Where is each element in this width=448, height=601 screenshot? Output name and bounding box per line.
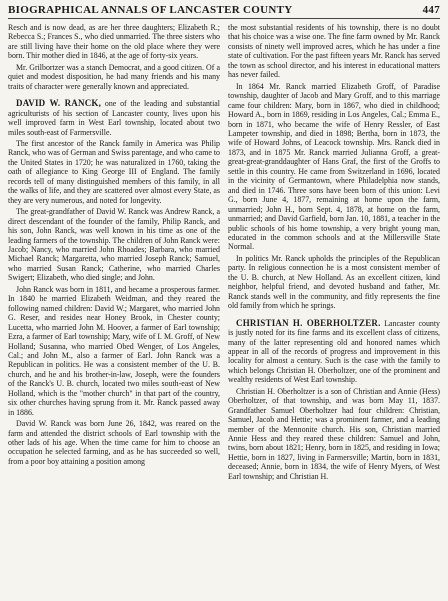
left-column xyxy=(8,23,220,601)
continued-paragraph xyxy=(228,23,440,80)
paragraph-text: one of the leading and substantial agriculturists of his section of Lancaster county, lives upon his well improved farm in West Earl township, located about two miles south-east of Farmersville. xyxy=(8,99,220,137)
text-columns xyxy=(8,23,440,601)
paragraph xyxy=(228,387,440,482)
paragraph-text: The first ancestor of the Ranck family in America was Philip Ranck, who was of German and Swiss parentage, and who came to the United States in 1720; he was naturalized in 1760, taking the oath of allegiance to King George III of England. The family records tell of many distinguished members of this family, in all the walks of life, and they are scattered over almost every State, as they are very numerous, and noted for longevity. xyxy=(8,138,220,205)
paragraph-text: the most substantial residents of his township, there is no doubt that his choice was a wise one. The fine farm owned by Mr. Ranck consists of ninety well improved acres, which he has under a fine state of cultivation. For the past fifteen years Mr. Ranck has served the town as school director, and his interest in educational matters has never failed. xyxy=(228,23,440,80)
paragraph xyxy=(8,207,220,283)
paragraph-text: John Ranck was born in 1811, and became a prosperous farmer. In 1840 he married Elizabeth Weidman, and they reared the following named children: David W.; Margaret, who married John G. Reser, and resides near Honey Brook, in Chester county; Lucetta, who married John M. Hoover, a farmer of Earl township; Ezra, a farmer of Earl township; Mary, wife of I. M. Groff, of New Holland; Susanna, who married Obed Wenger, of Los Angeles, Cal.; and John M., also a farmer of Earl. John Ranck was a Republican in politics. He was a consistent member of the U. B. church, and he and his brother-in-law, Joseph, were the founders of the Ranck's U. B. church, located two miles south-east of New Holland, which is the "mother church" in that part of the country, six other churches having sprung from it. Mr. Ranck passed away in 1886. xyxy=(8,284,220,417)
paragraph xyxy=(8,139,220,205)
entry-heading: CHRISTIAN H. OBERHOLTZER. xyxy=(236,317,381,328)
paragraph-text: Resch and is now dead, as are her three daughters; Elizabeth R.; Rebecca S.; Frances S., who died unmarried. The three sisters who are still living have their home on the old place where they were born. Thir mother died in 1846, at the age of forty-six years. xyxy=(8,23,220,61)
paragraph xyxy=(8,63,220,91)
paragraph-text: In politics Mr. Ranck upholds the principles of the Republican party. In religious connection he is a most consistent member of the U. B. church, at New Holland. As an excellent citizen, kind neighbor, helpful friend, and devoted husband and father, Mr. Ranck stands well in the community, and fitly represents the fine old family from which he springs. xyxy=(228,253,440,311)
paragraph-text: Mr. Grilbortzer was a stanch Democrat, and a good citizen. Of a quiet and modest disposition, he had many friends and his many traits of character were generally known and appreciated. xyxy=(8,62,220,91)
page-header xyxy=(8,4,440,19)
running-title: BIOGRAPHICAL ANNALS OF LANCASTER COUNTY xyxy=(8,4,293,16)
right-column xyxy=(228,23,440,601)
entry-heading: DAVID W. RANCK, xyxy=(16,98,102,109)
paragraph-text: David W. Ranck was born June 26, 1842, was reared on the farm and attended the district schools of Earl township with the other lads of his age. When the time came for him to choose an occupation he selected farming, and as he has succeeded so well, from a poor boy attaining a position among xyxy=(8,419,220,466)
continued-paragraph xyxy=(8,23,220,61)
paragraph xyxy=(228,254,440,311)
paragraph xyxy=(8,419,220,466)
biography-entry xyxy=(228,319,440,385)
biography-entry xyxy=(8,99,220,137)
paragraph-text: Lancaster county is justly noted for its fine farms and its excellent class of citizens, many of the latter representing old and honored names which appear in all of the records of progress and improvement in this locality for almost a century. Such is the case with the family to which belongs Christian H. Oberholtzer, one of the prominent and wealthy residents of West Earl township. xyxy=(228,318,440,385)
paragraph xyxy=(228,82,440,252)
paragraph-text: Christian H. Oberholtzer is a son of Christian and Annie (Hess) Oberholtzer, of that township, and was born May 11, 1837. Grandfather Samuel Oberholtzer had four children: Christian, Samuel, Jacob and Hettie; was a prominent farmer, and a leading member of the Mennonite church. His son, Christian married Annie Hess and they reared these children: Samuel and John, twins, born about 1821; Henry, born in 1825, and residing in Iowa; Hettie, born in 1827, living in Farmersville; Martin, born in 1831, deceased; Annie, born in 1834, the wife of Henry Myers, of West Earl township; and Christian H. xyxy=(228,386,440,481)
paragraph-text: The great-grandfather of David W. Ranck was Andrew Ranck, a direct descendant of the founder of the family, Philip Ranck, and his son, John Ranck, was well known in his time as one of the leading farmers of the township. The children of John Ranck were: Jacob; Nancy, who married John Rhoades; Barbara, who married Michael Ranck; Margaretta, who married Joseph Ranck; Samuel, who married Susan Ranck; Catherine, who married Charles Swigert; Elizabeth, who died single; and John. xyxy=(8,207,220,283)
page-number: 447 xyxy=(422,4,440,16)
paragraph xyxy=(8,285,220,417)
paragraph-text: In 1864 Mr. Ranck married Elizabeth Groff, of Paradise township, daughter of Jacob and Mary Groff, and to this marriage came four children: Mary, born in 1867, who died in childhood; Howard A., born in 1869, residing in Los Angeles, Cal.; Emma E., born in 1871, who became the wife of Henry Ressler, of East Lampeter township, and died in 1898; Bertha, born in 1873, the wife of Howard Johns, of Leacock township. Mrs. Ranck died in 1873, and in 1875 Mr. Ranck married Julianna Groff, a great-great-great-granddaughter of Hans Graf, the first of the Groffs to settle in this country. He came from Switzerland in 1696, located in the vicinity of Germantown, where Philadelphia now stands, and died in 1746. Three sons have been born of this union: Levi G., born June 4, 1877, remaining at home upon the farm, unmarried; John H., born Sept. 4, 1878, at home on the farm, unmarried; and David Garfield, born Jan. 10, 1881, a teacher in the public schools of his home township, a very bright young man, educated in the common schools and at the Millersville State Normal. xyxy=(228,81,440,252)
